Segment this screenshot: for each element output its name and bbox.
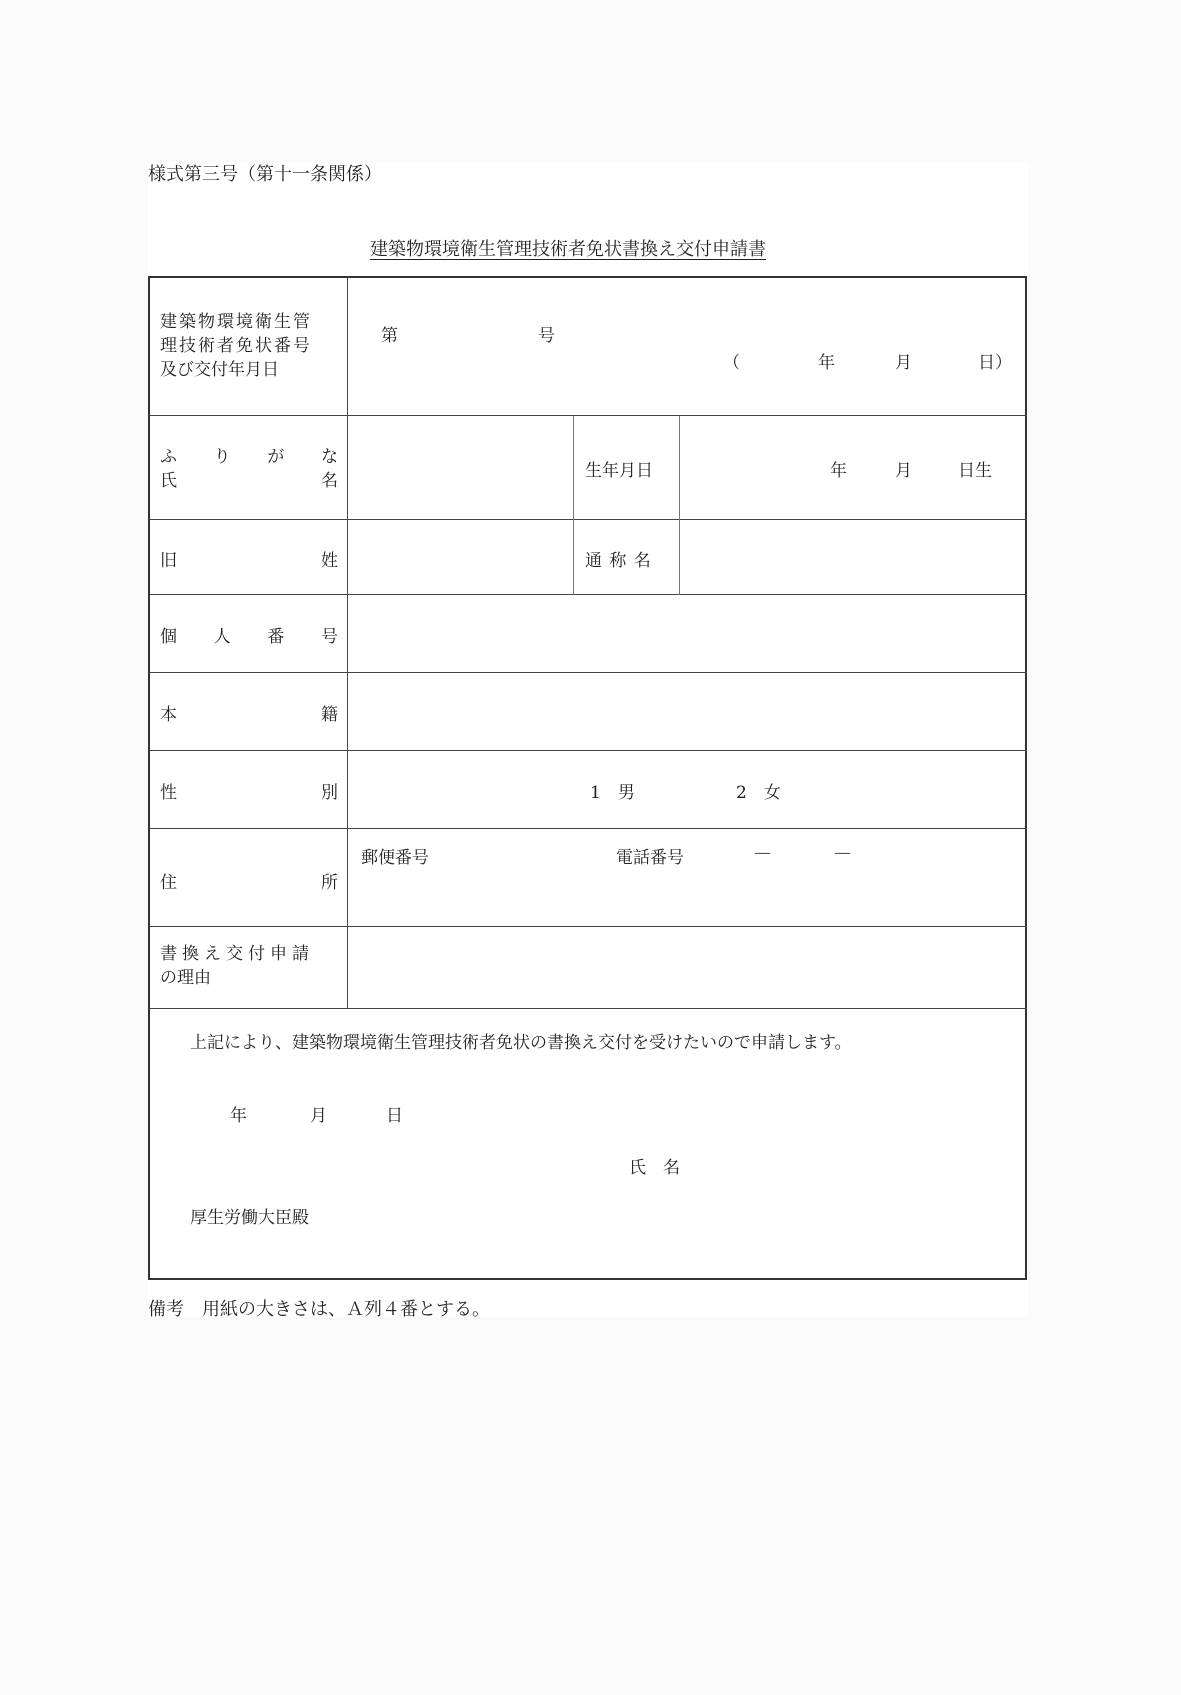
domicile-field[interactable]	[350, 675, 1025, 749]
phone-dash: —	[834, 843, 851, 863]
sex-label: 性 別	[160, 783, 338, 803]
footer-note: 備考 用紙の大きさは、Ａ列４番とする。	[148, 1299, 490, 1320]
declaration-day: 日	[386, 1106, 403, 1126]
birth-month: 月	[895, 461, 912, 481]
name-field[interactable]	[350, 418, 572, 518]
row-divider	[150, 926, 1027, 927]
declaration-month: 月	[310, 1106, 327, 1126]
row-divider	[150, 672, 1027, 673]
signature-field[interactable]	[700, 1143, 1000, 1179]
row-divider	[150, 519, 1027, 520]
personal-number-field[interactable]	[350, 597, 1025, 671]
sex-option-male[interactable]: 1 男	[590, 783, 635, 803]
phone-label: 電話番号	[616, 848, 684, 868]
alias-label: 通 称 名	[585, 551, 652, 571]
row-divider	[150, 750, 1027, 751]
birth-year: 年	[830, 461, 847, 481]
phone-dash: —	[754, 843, 771, 863]
license-month: 月	[895, 353, 912, 373]
declaration-statement: 上記により、建築物環境衛生管理技術者免状の書換え交付を受けたいので申請します。	[190, 1033, 852, 1053]
row-divider	[150, 1008, 1027, 1009]
label-column-divider	[347, 278, 348, 1009]
license-number-field[interactable]	[405, 313, 530, 343]
reason-field[interactable]	[350, 929, 1025, 1007]
row-divider	[150, 415, 1027, 416]
form-number: 様式第三号（第十一条関係）	[148, 164, 382, 185]
row-divider	[150, 594, 1027, 595]
sex-option-female[interactable]: 2 女	[736, 783, 781, 803]
reason-label: 書換え交付申請 の理由	[160, 944, 314, 988]
column-divider	[679, 416, 680, 595]
row-divider	[150, 828, 1027, 829]
name-label: 氏 名	[160, 471, 338, 491]
application-form-table	[148, 276, 1027, 1280]
address-label: 住 所	[160, 873, 338, 893]
birth-day: 日生	[958, 461, 992, 481]
former-surname-label: 旧 姓	[160, 551, 338, 571]
postal-code-label: 郵便番号	[361, 848, 429, 868]
license-go: 号	[538, 326, 555, 346]
personal-number-label: 個 人 番 号	[160, 627, 338, 647]
domicile-label: 本 籍	[160, 705, 338, 725]
furigana-label: ふ り が な	[160, 447, 338, 467]
former-surname-field[interactable]	[350, 522, 572, 593]
column-divider	[573, 416, 574, 595]
alias-field[interactable]	[682, 522, 1025, 593]
declaration-year: 年	[230, 1106, 247, 1126]
page-title: 建築物環境衛生管理技術者免状書換え交付申請書	[370, 239, 766, 260]
addressee: 厚生労働大臣殿	[190, 1208, 309, 1228]
signature-label: 氏 名	[629, 1158, 680, 1178]
license-label: 建築物環境衛生管 理技術者免状番号 及び交付年月日	[160, 312, 312, 380]
license-dai: 第	[381, 326, 398, 346]
address-field[interactable]	[350, 868, 1025, 924]
license-day: 日）	[978, 353, 1012, 373]
license-year: 年	[818, 353, 835, 373]
license-date-open: （	[723, 353, 740, 373]
birth-date-label: 生年月日	[585, 461, 653, 481]
